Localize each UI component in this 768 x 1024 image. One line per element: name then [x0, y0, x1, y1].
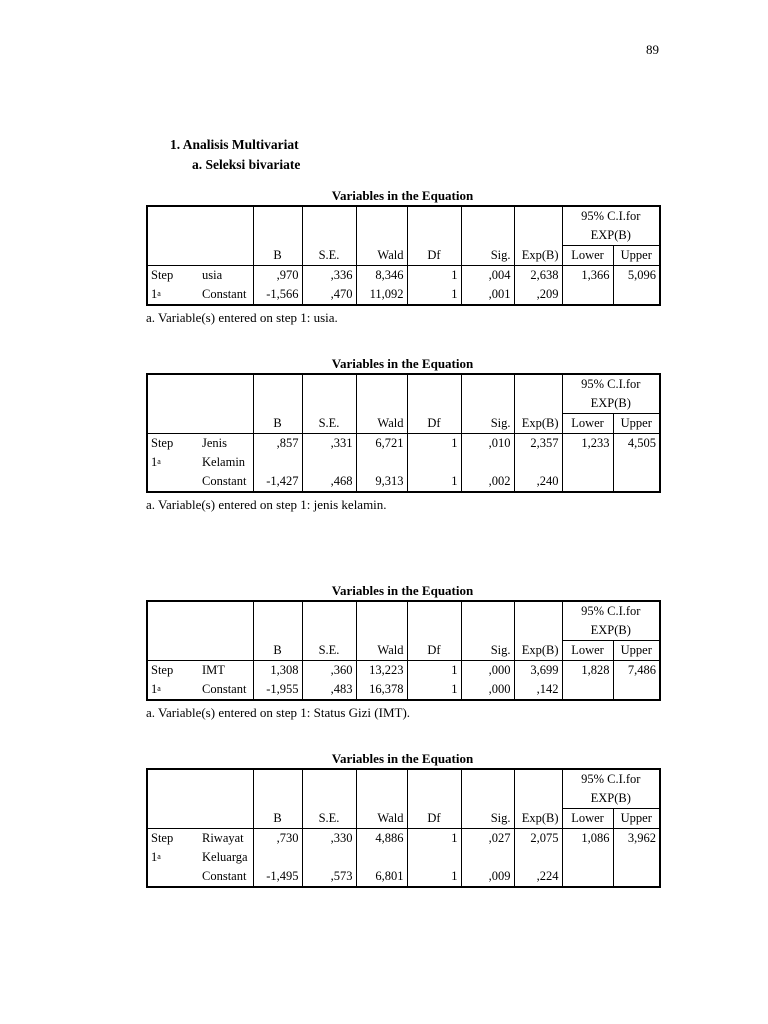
cell-se: ,330	[302, 829, 356, 849]
cell-sig: ,000	[461, 661, 514, 681]
cell-lower: 1,366	[562, 266, 613, 286]
table-footnote: a. Variable(s) entered on step 1: usia.	[146, 310, 338, 325]
ci-header: 95% C.I.for	[562, 206, 660, 226]
cell-sig: ,001	[461, 285, 514, 305]
col-se: S.E.	[302, 414, 356, 434]
cell-b: -1,427	[253, 472, 302, 492]
step-label: Step	[151, 268, 174, 282]
ci-header: 95% C.I.for	[562, 601, 660, 621]
cell-se: ,470	[302, 285, 356, 305]
col-b: B	[253, 641, 302, 661]
variable-name: IMT	[202, 663, 225, 677]
cell-upper: 7,486	[613, 661, 660, 681]
cell-sig: ,004	[461, 266, 514, 286]
table-title: Variables in the Equation	[331, 583, 474, 598]
cell-expb: ,224	[514, 867, 562, 887]
cell-wald: 13,223	[356, 661, 407, 681]
table-row	[147, 867, 660, 887]
col-upper: Upper	[613, 246, 660, 266]
cell-expb: 2,357	[514, 434, 562, 454]
table-row	[147, 829, 660, 849]
cell-sig: ,002	[461, 472, 514, 492]
step-label: Step	[151, 831, 174, 845]
cell-b: -1,566	[253, 285, 302, 305]
col-b: B	[253, 809, 302, 829]
cell-lower: 1,233	[562, 434, 613, 454]
section-heading: 1. Analisis Multivariat	[170, 137, 299, 152]
variables-table	[146, 205, 661, 306]
col-expb: Exp(B)	[514, 641, 562, 661]
col-b: B	[253, 246, 302, 266]
cell-lower: 1,086	[562, 829, 613, 849]
cell-df: 1	[407, 434, 461, 454]
header-row-1	[147, 206, 660, 226]
page-number: 89	[646, 42, 659, 57]
variables-table	[146, 373, 661, 493]
step-number: 1$^a$	[151, 287, 161, 301]
ci-header: 95% C.I.for	[562, 374, 660, 394]
col-sig: Sig.	[461, 809, 514, 829]
header-corner	[147, 601, 253, 661]
variable-name-2: Kelamin	[202, 455, 246, 469]
variable-name: Riwayat	[202, 831, 244, 845]
col-sig: Sig.	[461, 414, 514, 434]
header-corner	[147, 206, 253, 266]
cell-wald: 8,346	[356, 266, 407, 286]
col-expb: Exp(B)	[514, 246, 562, 266]
constant-label: Constant	[202, 682, 247, 696]
col-wald: Wald	[356, 641, 407, 661]
cell-b: 1,308	[253, 661, 302, 681]
header-row-1	[147, 769, 660, 789]
cell-expb: ,240	[514, 472, 562, 492]
table-footnote: a. Variable(s) entered on step 1: Status Gizi (IMT).	[146, 705, 411, 720]
table-title: Variables in the Equation	[331, 751, 474, 766]
col-b: B	[253, 414, 302, 434]
variable-name: Jenis	[202, 436, 227, 450]
col-lower: Lower	[562, 809, 613, 829]
col-wald: Wald	[356, 246, 407, 266]
cell-b: -1,955	[253, 680, 302, 700]
cell-lower: 1,828	[562, 661, 613, 681]
table-title: Variables in the Equation	[331, 188, 474, 203]
cell-b: ,730	[253, 829, 302, 849]
variables-table	[146, 768, 661, 888]
cell-sig: ,000	[461, 680, 514, 700]
header-row-1	[147, 601, 660, 621]
col-sig: Sig.	[461, 246, 514, 266]
cell-df: 1	[407, 661, 461, 681]
table-row	[147, 472, 660, 492]
stat-block	[146, 750, 659, 888]
cell-expb: ,209	[514, 285, 562, 305]
cell-se: ,360	[302, 661, 356, 681]
cell-upper: 3,962	[613, 829, 660, 849]
col-sig: Sig.	[461, 641, 514, 661]
ci-header-2: EXP(B)	[562, 621, 660, 641]
header-row-1	[147, 374, 660, 394]
cell-se: ,468	[302, 472, 356, 492]
col-wald: Wald	[356, 809, 407, 829]
cell-upper: 4,505	[613, 434, 660, 454]
cell-se: ,573	[302, 867, 356, 887]
variable-name: usia	[202, 268, 223, 282]
table-row	[147, 285, 660, 305]
cell-upper: 5,096	[613, 266, 660, 286]
step-number: 1$^a$	[151, 455, 161, 469]
col-df: Df	[407, 414, 461, 434]
col-se: S.E.	[302, 641, 356, 661]
step-label: Step	[151, 663, 174, 677]
col-expb: Exp(B)	[514, 414, 562, 434]
cell-se: ,483	[302, 680, 356, 700]
cell-expb: ,142	[514, 680, 562, 700]
col-upper: Upper	[613, 809, 660, 829]
header-corner	[147, 374, 253, 434]
step-label: Step	[151, 436, 174, 450]
cell-df: 1	[407, 285, 461, 305]
subsection-heading: a. Seleksi bivariate	[192, 157, 301, 172]
cell-b: ,970	[253, 266, 302, 286]
table-row	[147, 453, 660, 472]
cell-df: 1	[407, 829, 461, 849]
cell-df: 1	[407, 867, 461, 887]
cell-b: -1,495	[253, 867, 302, 887]
cell-wald: 4,886	[356, 829, 407, 849]
col-upper: Upper	[613, 641, 660, 661]
ci-header: 95% C.I.for	[562, 769, 660, 789]
col-lower: Lower	[562, 641, 613, 661]
step-number: 1$^a$	[151, 850, 161, 864]
cell-sig: ,027	[461, 829, 514, 849]
cell-wald: 6,801	[356, 867, 407, 887]
cell-se: ,331	[302, 434, 356, 454]
col-lower: Lower	[562, 414, 613, 434]
table-row	[147, 680, 660, 700]
cell-sig: ,009	[461, 867, 514, 887]
cell-wald: 9,313	[356, 472, 407, 492]
constant-label: Constant	[202, 869, 247, 883]
col-upper: Upper	[613, 414, 660, 434]
constant-label: Constant	[202, 474, 247, 488]
cell-df: 1	[407, 472, 461, 492]
table-footnote: a. Variable(s) entered on step 1: jenis kelamin.	[146, 497, 387, 512]
col-lower: Lower	[562, 246, 613, 266]
col-expb: Exp(B)	[514, 809, 562, 829]
col-df: Df	[407, 246, 461, 266]
cell-df: 1	[407, 266, 461, 286]
cell-expb: 3,699	[514, 661, 562, 681]
constant-label: Constant	[202, 287, 247, 301]
stat-block	[146, 187, 659, 328]
cell-sig: ,010	[461, 434, 514, 454]
cell-wald: 6,721	[356, 434, 407, 454]
cell-b: ,857	[253, 434, 302, 454]
col-wald: Wald	[356, 414, 407, 434]
cell-wald: 16,378	[356, 680, 407, 700]
table-row	[147, 661, 660, 681]
ci-header-2: EXP(B)	[562, 394, 660, 414]
cell-se: ,336	[302, 266, 356, 286]
table-row	[147, 266, 660, 286]
col-se: S.E.	[302, 809, 356, 829]
col-se: S.E.	[302, 246, 356, 266]
header-corner	[147, 769, 253, 829]
ci-header-2: EXP(B)	[562, 226, 660, 246]
variables-table	[146, 600, 661, 701]
step-number: 1$^a$	[151, 682, 161, 696]
cell-wald: 11,092	[356, 285, 407, 305]
cell-expb: 2,075	[514, 829, 562, 849]
ci-header-2: EXP(B)	[562, 789, 660, 809]
col-df: Df	[407, 809, 461, 829]
col-df: Df	[407, 641, 461, 661]
cell-expb: 2,638	[514, 266, 562, 286]
stat-block	[146, 355, 659, 515]
cell-df: 1	[407, 680, 461, 700]
table-title: Variables in the Equation	[331, 356, 474, 371]
table-row	[147, 848, 660, 867]
table-row	[147, 434, 660, 454]
variable-name-2: Keluarga	[202, 850, 248, 864]
stat-block	[146, 582, 659, 723]
